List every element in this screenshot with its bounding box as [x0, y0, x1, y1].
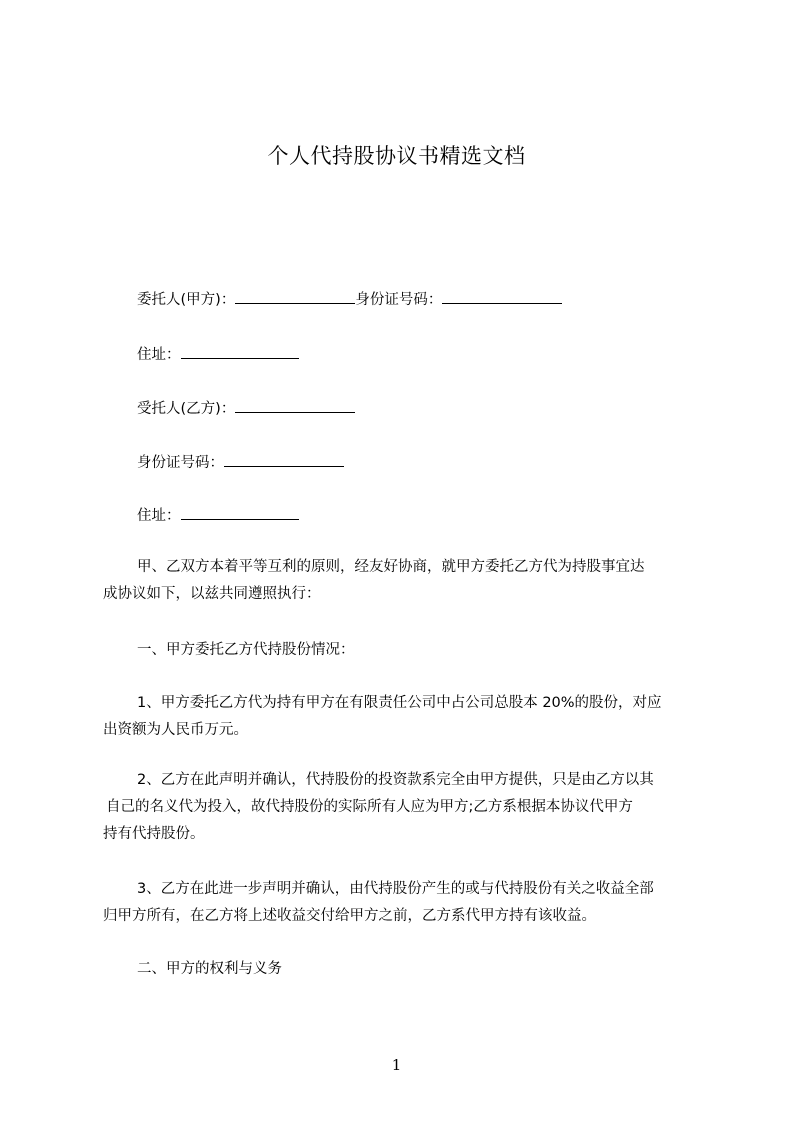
section-1-heading: 一、甲方委托乙方代持股份情况： [137, 642, 355, 658]
clause-3 [103, 876, 723, 930]
trustee-id-line [137, 452, 344, 474]
clause-2-line-1: 2、乙方在此声明并确认，代持股份的投资款系完全由甲方提供，只是由乙方以其 [137, 772, 654, 788]
document-title: 个人代持股协议书精选文档 [267, 144, 526, 168]
principal-label: 委托人(甲方)： [137, 292, 236, 308]
principal-id-blank [442, 289, 562, 304]
clause-2 [103, 767, 723, 848]
principal-name-blank [235, 289, 355, 304]
trustee-address-line [137, 505, 299, 527]
principal-address-blank [181, 344, 299, 359]
clause-1-line-1: 1、甲方委托乙方代为持有甲方在有限责任公司中占公司总股本 20%的股份，对应 [137, 695, 662, 711]
clause-1 [103, 690, 723, 744]
trustee-line [137, 398, 355, 420]
address-label: 住址： [137, 508, 181, 524]
principal-line [137, 289, 562, 311]
clause-1-line-2: 出资额为人民币万元。 [103, 722, 248, 738]
section-2-heading: 二、甲方的权利与义务 [137, 961, 282, 977]
trustee-name-blank [235, 398, 355, 413]
clause-2-line-2: 自己的名义代为投入，故代持股份的实际所有人应为甲方;乙方系根据本协议代甲方 [106, 799, 633, 815]
clause-3-line-1: 3、乙方在此进一步声明并确认，由代持股份产生的或与代持股份有关之收益全部 [137, 881, 654, 897]
trustee-address-blank [181, 505, 299, 520]
clause-3-line-2: 归甲方所有，在乙方将上述收益交付给甲方之前，乙方系代甲方持有该收益。 [103, 908, 596, 924]
intro-paragraph [103, 554, 723, 608]
intro-line-1: 甲、乙双方本着平等互利的原则，经友好协商，就甲方委托乙方代为持股事宜达 [137, 559, 645, 575]
principal-id-label: 身份证号码： [355, 292, 443, 308]
trustee-id-blank [224, 452, 344, 467]
trustee-label: 受托人(乙方)： [137, 401, 236, 417]
principal-address-line [137, 344, 299, 366]
intro-line-2: 成协议如下，以兹共同遵照执行： [103, 586, 321, 602]
page-number: 1 [391, 1056, 402, 1074]
trustee-id-label: 身份证号码： [137, 455, 224, 471]
address-label: 住址： [137, 347, 181, 363]
clause-2-line-3: 持有代持股份。 [103, 826, 205, 842]
